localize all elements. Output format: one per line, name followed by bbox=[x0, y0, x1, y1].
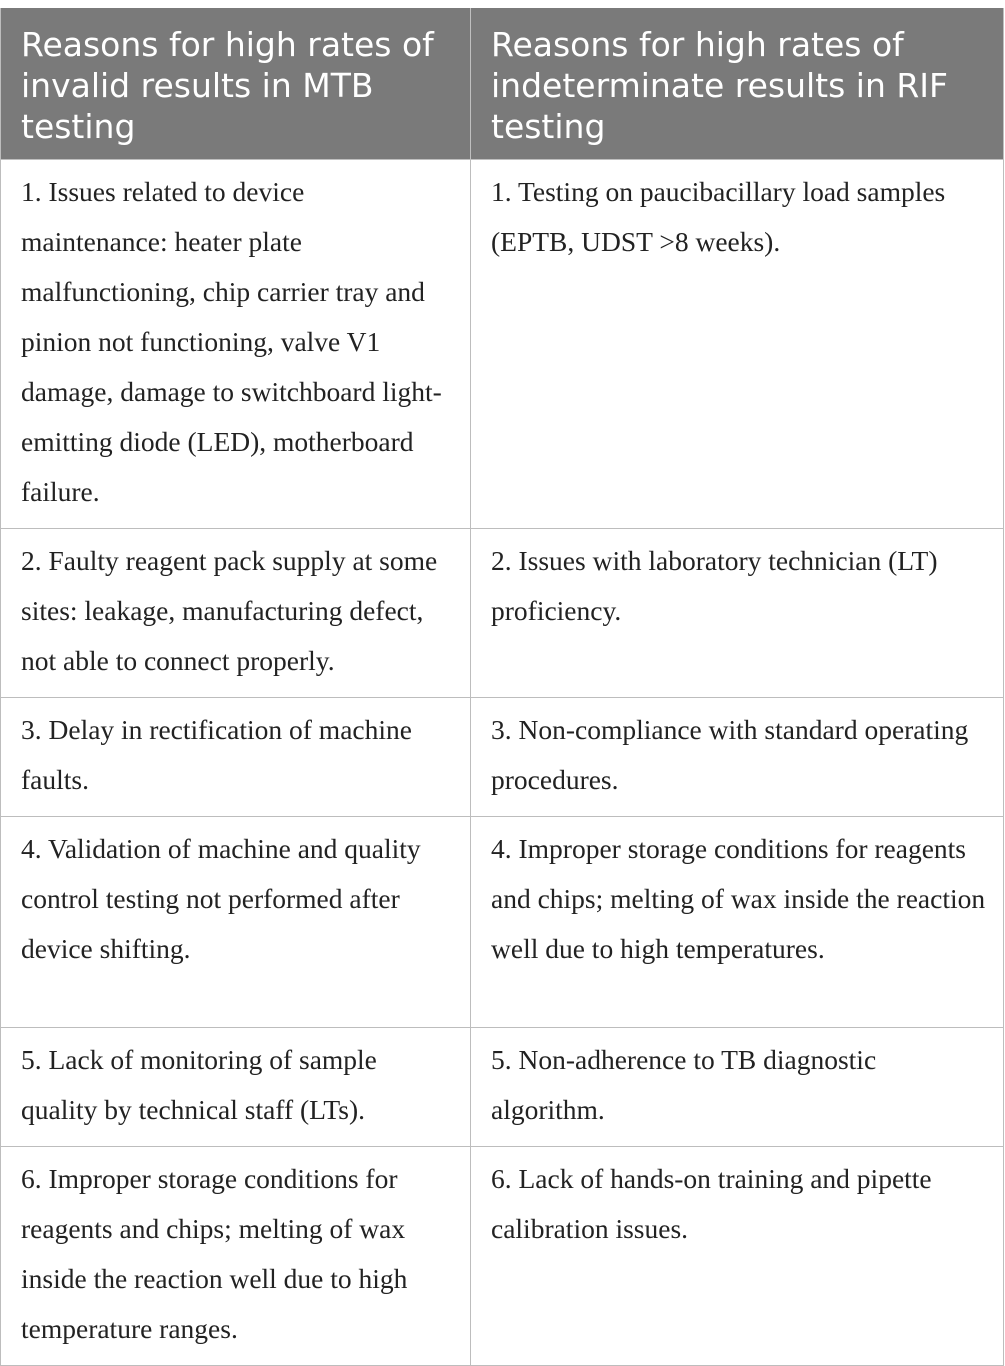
header-rif-indeterminate: Reasons for high rates of indeterminate results in RIF testing bbox=[471, 8, 1004, 160]
table-row bbox=[1, 160, 1004, 529]
header-row bbox=[1, 8, 1004, 160]
mtb-reason-6: 6. Improper storage conditions for reagents and chips; melting of wax inside the reaction well due to high temperature ranges. bbox=[1, 1147, 471, 1366]
table-row bbox=[1, 698, 1004, 817]
rif-reason-1: 1. Testing on paucibacillary load samples (EPTB, UDST >8 weeks). bbox=[471, 160, 1004, 529]
table-row bbox=[1, 817, 1004, 1028]
mtb-reason-4: 4. Validation of machine and quality control testing not performed after device shifting. bbox=[1, 817, 471, 1028]
mtb-reason-1: 1. Issues related to device maintenance: heater plate malfunctioning, chip carrier tray and pinion not functioning, valve V1 damage, damage to switchboard light-emitting diode (LED), motherboard failure. bbox=[1, 160, 471, 529]
rif-reason-6: 6. Lack of hands-on training and pipette calibration issues. bbox=[471, 1147, 1004, 1366]
mtb-reason-3: 3. Delay in rectification of machine faults. bbox=[1, 698, 471, 817]
table-row bbox=[1, 529, 1004, 698]
header-mtb-invalid: Reasons for high rates of invalid results in MTB testing bbox=[1, 8, 471, 160]
rif-reason-3: 3. Non-compliance with standard operating procedures. bbox=[471, 698, 1004, 817]
rif-reason-4: 4. Improper storage conditions for reagents and chips; melting of wax inside the reaction well due to high temperatures. bbox=[471, 817, 1004, 1028]
rif-reason-2: 2. Issues with laboratory technician (LT) proficiency. bbox=[471, 529, 1004, 698]
mtb-reason-5: 5. Lack of monitoring of sample quality by technical staff (LTs). bbox=[1, 1028, 471, 1147]
rif-reason-5: 5. Non-adherence to TB diagnostic algorithm. bbox=[471, 1028, 1004, 1147]
table-row bbox=[1, 1147, 1004, 1366]
table-row bbox=[1, 1028, 1004, 1147]
mtb-reason-2: 2. Faulty reagent pack supply at some sites: leakage, manufacturing defect, not able to connect properly. bbox=[1, 529, 471, 698]
table-body bbox=[1, 160, 1004, 1366]
table-header bbox=[1, 8, 1004, 160]
reasons-table bbox=[0, 8, 1004, 1366]
